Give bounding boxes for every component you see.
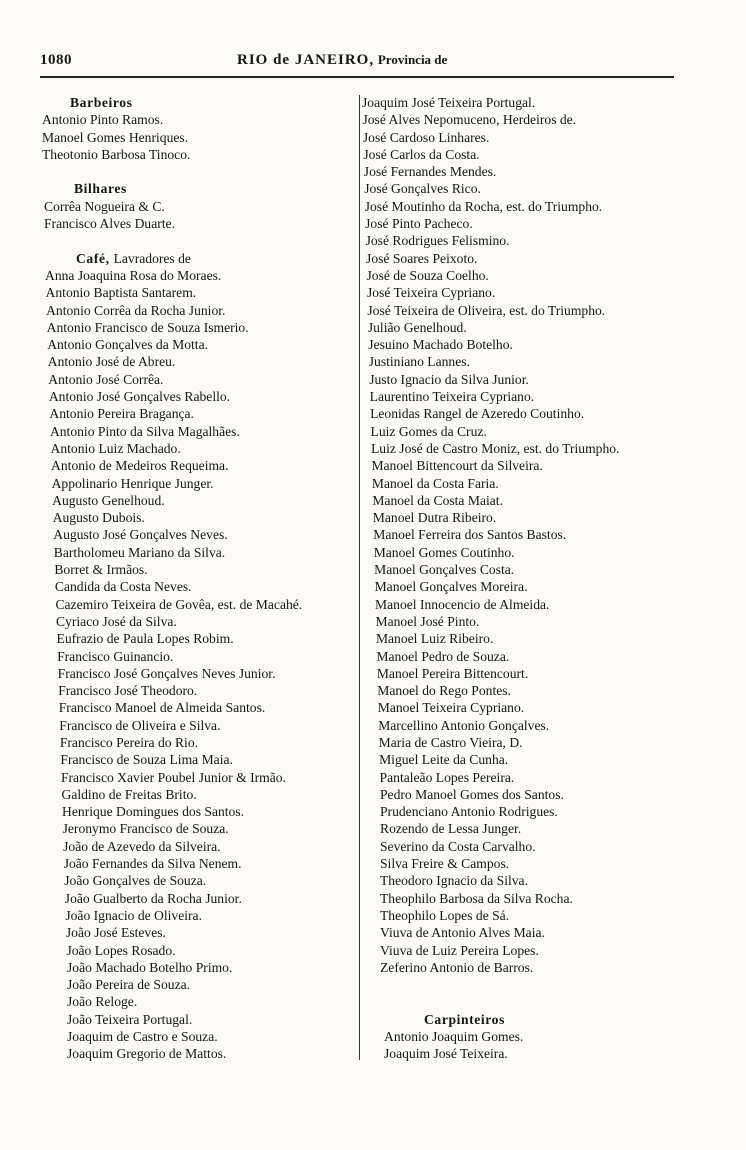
list-entry: Viuva de Antonio Alves Maia.	[380, 925, 545, 941]
list-entry: Theotonio Barbosa Tinoco.	[42, 146, 191, 162]
list-entry: Antonio Francisco de Souza Ismerio.	[46, 319, 249, 335]
running-title-city: RIO de JANEIRO,	[237, 52, 375, 68]
list-entry: Manoel Pereira Bittencourt.	[376, 665, 529, 681]
page-header	[40, 52, 676, 74]
list-entry: Miguel Leite da Cunha.	[379, 752, 509, 768]
carpinteiros-list	[362, 1028, 692, 1063]
list-entry: Theodoro Ignacio da Silva.	[380, 873, 528, 889]
list-entry: José Rodrigues Felismino.	[365, 233, 510, 249]
list-entry: Antonio Corrêa da Rocha Junior.	[46, 302, 226, 318]
list-entry: Theophilo Lopes de Sá.	[380, 907, 510, 923]
list-entry: Pantaleão Lopes Pereira.	[379, 769, 515, 785]
list-entry: Manoel Ferreira dos Santos Bastos.	[373, 527, 567, 543]
list-entry: Jeronymo Francisco de Souza.	[62, 821, 229, 837]
list-entry: Antonio Pinto Ramos.	[42, 112, 164, 128]
list-entry: Corrêa Nogueira & C.	[44, 198, 165, 214]
list-entry: Antonio Gonçalves da Motta.	[47, 337, 209, 353]
list-entry: Luiz José de Castro Moniz, est. do Triumpho.	[371, 440, 620, 456]
list-entry: Francisco Pereira do Rio.	[59, 734, 199, 750]
list-entry: Manoel Innocencio de Almeida.	[375, 596, 550, 612]
list-entry: José Gonçalves Rico.	[364, 181, 481, 197]
list-entry: Luiz Gomes da Cruz.	[370, 423, 487, 439]
list-entry: José Carlos da Costa.	[363, 146, 480, 162]
list-entry: Anna Joaquina Rosa do Moraes.	[45, 267, 222, 283]
list-entry: Cazemiro Teixeira de Govêa, est. de Macahé.	[55, 596, 303, 612]
list-entry: Manoel da Costa Maiat.	[372, 492, 503, 508]
section-heading-bilhares: Bilhares	[74, 181, 127, 197]
list-entry: Manoel do Rego Pontes.	[377, 683, 511, 699]
list-entry: Manoel Pedro de Souza.	[376, 648, 510, 664]
list-entry: João Gonçalves de Souza.	[64, 873, 207, 889]
list-entry: Antonio José Gonçalves Rabello.	[48, 389, 231, 405]
list-entry: Francisco Alves Duarte.	[44, 216, 175, 232]
page-number: 1080	[40, 52, 72, 68]
list-entry: Augusto José Gonçalves Neves.	[53, 527, 228, 543]
list-entry: Galdino de Freitas Brito.	[61, 786, 197, 802]
section-gap	[42, 232, 358, 249]
list-entry: Theophilo Barbosa da Silva Rocha.	[380, 890, 573, 906]
list-entry: Francisco José Theodoro.	[58, 683, 198, 699]
section-heading-carpinteiros: Carpinteiros	[424, 1011, 505, 1027]
list-entry: Joaquim José Teixeira.	[384, 1046, 508, 1062]
list-entry: Manoel Teixeira Cypriano.	[377, 700, 525, 716]
list-entry: Francisco de Souza Lima Maia.	[60, 752, 233, 768]
list-entry: Francisco Manoel de Almeida Santos.	[58, 700, 266, 716]
right-column	[362, 94, 692, 1063]
list-entry: Manoel Gonçalves Moreira.	[374, 579, 528, 595]
list-entry: Severino da Costa Carvalho.	[380, 838, 536, 854]
list-entry: Pedro Manoel Gomes dos Santos.	[380, 786, 564, 802]
list-entry: João Gualberto da Rocha Junior.	[64, 890, 242, 906]
list-entry: Justiniano Lannes.	[368, 354, 470, 370]
list-entry: Maria de Castro Vieira, D.	[378, 734, 523, 750]
list-entry: Joaquim José Teixeira Portugal.	[362, 95, 536, 110]
list-entry: Marcellino Antonio Gonçalves.	[378, 717, 550, 733]
list-entry: Bartholomeu Mariano da Silva.	[53, 544, 226, 560]
running-title-province: Provincia de	[377, 52, 448, 67]
list-entry: Antonio Baptista Santarem.	[45, 285, 197, 301]
list-entry: Antonio Pereira Bragança.	[49, 406, 194, 422]
cafe-list	[42, 267, 358, 1063]
list-entry: José Moutinho da Rocha, est. do Triumpho.	[364, 198, 603, 214]
list-entry: Rozendo de Lessa Junger.	[380, 821, 522, 837]
section-gap	[362, 993, 692, 1010]
list-entry: Antonio José de Abreu.	[47, 354, 176, 370]
list-entry: João José Esteves.	[65, 925, 166, 941]
list-entry: João Teixeira Portugal.	[67, 1011, 193, 1027]
section-heading-cafe	[42, 250, 358, 267]
list-entry: Justo Ignacio da Silva Junior.	[369, 371, 529, 387]
list-entry: Manoel Gomes Henriques.	[42, 129, 189, 145]
list-entry: João Fernandes da Silva Nenem.	[63, 856, 242, 872]
column-divider	[359, 95, 360, 1060]
cafe-heading-sub: Lavradores de	[113, 250, 191, 266]
list-entry: Leonidas Rangel de Azeredo Coutinho.	[370, 406, 585, 422]
list-entry: Manoel Bittencourt da Silveira.	[371, 458, 543, 474]
list-entry: João Machado Botelho Primo.	[67, 959, 233, 975]
list-entry: Francisco José Gonçalves Neves Junior.	[57, 665, 276, 681]
list-entry: José Soares Peixoto.	[366, 250, 478, 266]
list-entry: Manoel da Costa Faria.	[371, 475, 499, 491]
list-entry: Borret & Irmãos.	[54, 562, 148, 578]
list-entry: Antonio Joaquim Gomes.	[384, 1029, 524, 1045]
list-entry: Prudenciano Antonio Rodrigues.	[380, 804, 558, 820]
list-entry: Augusto Genelhoud.	[52, 492, 165, 508]
list-entry: Laurentino Teixeira Cypriano.	[369, 389, 535, 405]
section-gap	[42, 163, 358, 180]
list-entry: Joaquim Gregorio de Mattos.	[67, 1046, 227, 1062]
list-entry: Antonio de Medeiros Requeima.	[51, 458, 229, 474]
list-entry: José de Souza Coelho.	[366, 267, 489, 283]
list-entry: Zeferino Antonio de Barros.	[380, 959, 534, 975]
list-entry: João Reloge.	[67, 994, 138, 1010]
list-entry: João Lopes Rosado.	[66, 942, 176, 958]
barbeiros-list	[42, 111, 358, 163]
running-title	[237, 52, 447, 69]
list-entry: Julião Genelhoud.	[367, 319, 467, 335]
list-entry: Francisco de Oliveira e Silva.	[59, 717, 221, 733]
list-entry: Joaquim de Castro e Souza.	[67, 1029, 218, 1045]
section-gap	[362, 976, 692, 993]
list-entry: Antonio Luiz Machado.	[50, 440, 181, 456]
list-entry: José Teixeira Cypriano.	[366, 285, 496, 301]
list-entry: Manoel Luiz Ribeiro.	[375, 631, 494, 647]
list-entry: Viuva de Luiz Pereira Lopes.	[380, 942, 539, 958]
list-entry: Antonio Pinto da Silva Magalhães.	[49, 423, 240, 439]
list-entry: Cyriaco José da Silva.	[56, 613, 177, 629]
bilhares-list	[42, 198, 358, 233]
list-entry: Henrique Domingues dos Santos.	[62, 804, 245, 820]
cafe-heading-label: Café,	[76, 250, 110, 266]
list-entry: Manoel José Pinto.	[375, 613, 480, 629]
cafe-continued-list	[362, 94, 692, 976]
list-entry: Eufrazio de Paula Lopes Robim.	[56, 631, 234, 647]
header-rule	[40, 76, 674, 78]
list-entry: Jesuino Machado Botelho.	[368, 337, 513, 353]
list-entry: Manoel Gonçalves Costa.	[374, 562, 515, 578]
list-entry: Manoel Gomes Coutinho.	[373, 544, 515, 560]
list-entry: Silva Freire & Campos.	[380, 856, 510, 872]
list-entry: José Cardoso Linhares.	[362, 129, 490, 145]
list-entry: José Alves Nepomuceno, Herdeiros de.	[362, 112, 577, 128]
list-entry: José Teixeira de Oliveira, est. do Triumpho.	[367, 302, 606, 318]
list-entry: Francisco Guinancio.	[57, 648, 174, 664]
list-entry: João de Azevedo da Silveira.	[63, 838, 221, 854]
left-column	[42, 94, 358, 1063]
list-entry: José Fernandes Mendes.	[363, 164, 497, 180]
list-entry: Francisco Xavier Poubel Junior & Irmão.	[60, 769, 286, 785]
list-entry: João Ignacio de Oliveira.	[65, 907, 202, 923]
list-entry: João Pereira de Souza.	[67, 977, 191, 993]
list-entry: Appolinario Henrique Junger.	[51, 475, 214, 491]
list-entry: Manoel Dutra Ribeiro.	[372, 510, 497, 526]
list-entry: José Pinto Pacheco.	[365, 216, 473, 232]
section-heading-barbeiros: Barbeiros	[70, 95, 133, 110]
list-entry: Antonio José Corrêa.	[48, 371, 164, 387]
list-entry: Candida da Costa Neves.	[54, 579, 192, 595]
list-entry: Augusto Dubois.	[52, 510, 145, 526]
